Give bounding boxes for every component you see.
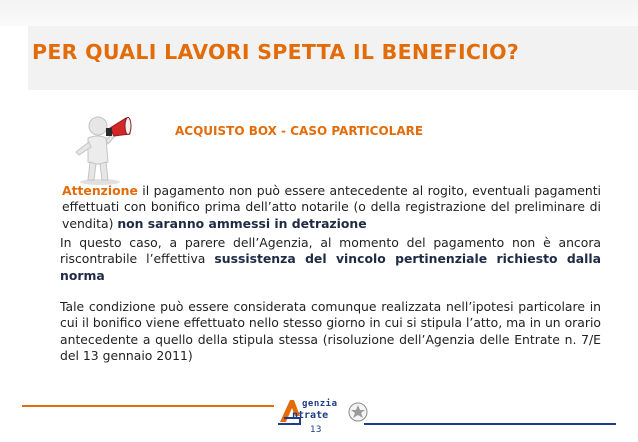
bold-statement: non saranno ammessi in detrazione <box>117 215 367 231</box>
page-number: 13 <box>310 425 322 435</box>
attention-label: Attenzione <box>62 183 138 198</box>
megaphone-person-icon <box>70 112 134 186</box>
section-subtitle: ACQUISTO BOX - CASO PARTICOLARE <box>175 124 424 138</box>
logo-text-line2: ntrate <box>292 410 329 421</box>
bold-statement: sussistenza del vincolo pertinenziale richiesto dalla norma <box>60 251 601 283</box>
paragraph-agency-opinion <box>60 235 601 284</box>
paragraph-text: In questo caso, a parere dell’Agenzia, al momento del pagamento non è ancora riscontrabile l’effettiva <box>60 235 601 267</box>
paragraph-attention <box>62 183 601 232</box>
footer-rule-left <box>22 405 274 407</box>
paragraph-condition: Tale condizione può essere considerata comunque realizzata nell’ipotesi particolare in cui il bonifico viene effettuato nello stesso giorno in cui si stipula l’atto, ma in un orario antecedente a quello della stipula stessa (risoluzione dell’Agenzia delle Entrate n. 7/E del 13 gennaio 2011) <box>60 299 601 364</box>
slide-title: PER QUALI LAVORI SPETTA IL BENEFICIO? <box>32 40 520 64</box>
paragraph-text: il pagamento non può essere antecedente al rogito, eventuali pagamenti effettuati con bonifico prima dell’atto notarile (o della registrazione del preliminare di vendita) <box>62 183 601 231</box>
logo-text-line1: genzia <box>302 399 338 409</box>
italian-republic-emblem-icon <box>349 403 367 421</box>
top-bar <box>0 0 638 26</box>
footer-rule-right <box>364 423 616 425</box>
